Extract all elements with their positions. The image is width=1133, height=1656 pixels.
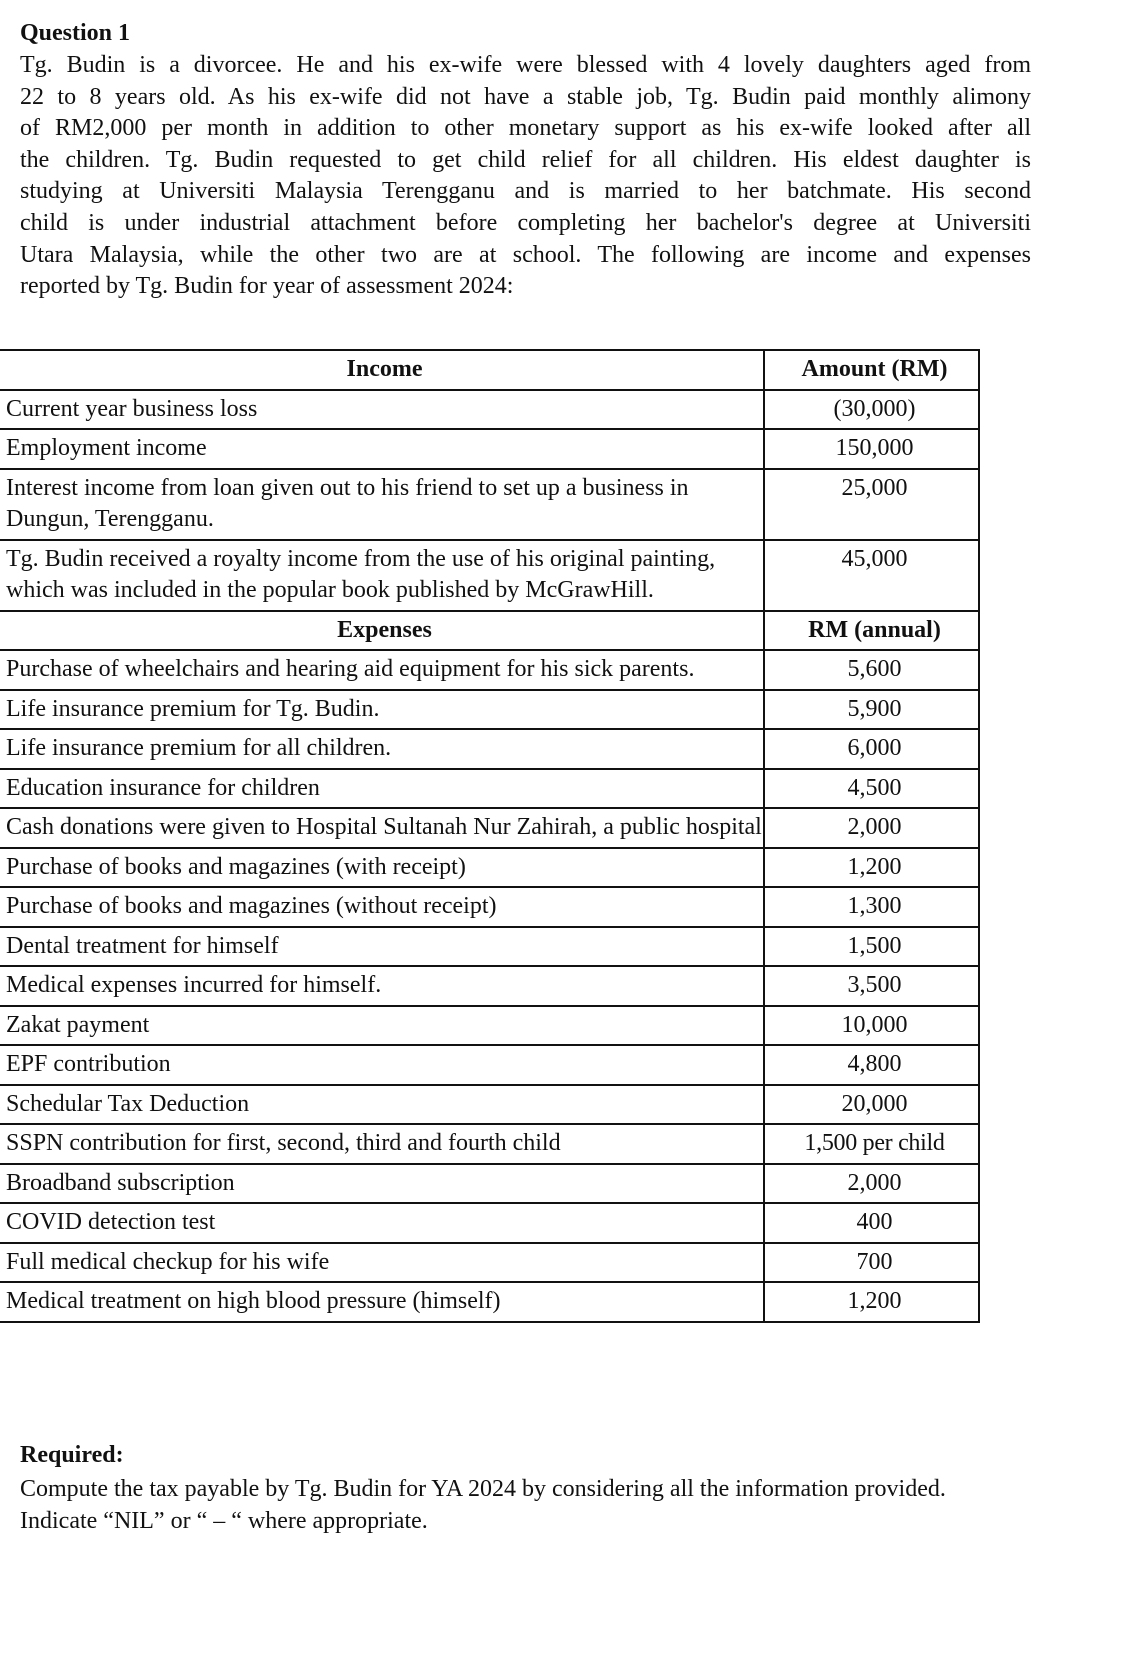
- row-amount: 2,000: [764, 1164, 979, 1204]
- table-row: [0, 1164, 979, 1204]
- question-intro-paragraph: [20, 50, 1031, 303]
- table-row: [0, 1203, 979, 1243]
- table-row: [0, 429, 979, 469]
- table-row: [0, 1243, 979, 1283]
- required-heading: Required:: [20, 1442, 124, 1468]
- row-label: Purchase of books and magazines (with receipt): [0, 848, 764, 888]
- row-label: Life insurance premium for all children.: [0, 729, 764, 769]
- amount-column-header: Amount (RM): [764, 350, 979, 390]
- income-header-row: [0, 350, 979, 390]
- expenses-column-header: Expenses: [0, 611, 764, 651]
- row-label: SSPN contribution for first, second, third and fourth child: [0, 1124, 764, 1164]
- income-column-header: Income: [0, 350, 764, 390]
- intro-line: Utara Malaysia, while the other two are at school. The following are income and expenses: [20, 241, 1031, 268]
- row-amount: 25,000: [764, 469, 979, 540]
- annual-amount-column-header: RM (annual): [764, 611, 979, 651]
- intro-line: Tg. Budin is a divorcee. He and his ex-wife were blessed with 4 lovely daughters aged from: [20, 52, 1031, 78]
- row-label: Cash donations were given to Hospital Sultanah Nur Zahirah, a public hospital: [0, 808, 764, 848]
- row-label: EPF contribution: [0, 1045, 764, 1085]
- row-amount: 4,500: [764, 769, 979, 809]
- table-row: [0, 887, 979, 927]
- table-row: [0, 469, 979, 540]
- row-label: Life insurance premium for Tg. Budin.: [0, 690, 764, 730]
- question-title: Question 1: [20, 20, 131, 46]
- row-amount: 700: [764, 1243, 979, 1283]
- table-row: [0, 1045, 979, 1085]
- row-amount: 400: [764, 1203, 979, 1243]
- table-row: [0, 848, 979, 888]
- row-label: COVID detection test: [0, 1203, 764, 1243]
- row-label: Purchase of books and magazines (without receipt): [0, 887, 764, 927]
- row-amount: 4,800: [764, 1045, 979, 1085]
- required-line: Compute the tax payable by Tg. Budin for YA 2024 by considering all the information provided.: [20, 1476, 946, 1502]
- intro-line: studying at Universiti Malaysia Terengganu and is married to her batchmate. His second: [20, 178, 1031, 205]
- row-amount: 45,000: [764, 540, 979, 611]
- intro-line: the children. Tg. Budin requested to get child relief for all children. His eldest daughter is: [20, 146, 1031, 173]
- table-row: [0, 650, 979, 690]
- income-expenses-table: [0, 349, 980, 1323]
- table-row: [0, 1085, 979, 1125]
- row-amount: 6,000: [764, 729, 979, 769]
- row-label: Interest income from loan given out to his friend to set up a business in Dungun, Terengganu.: [0, 469, 764, 540]
- row-label: Full medical checkup for his wife: [0, 1243, 764, 1283]
- table-row: [0, 390, 979, 430]
- row-label: Purchase of wheelchairs and hearing aid equipment for his sick parents.: [0, 650, 764, 690]
- row-amount: 1,500 per child: [764, 1124, 979, 1164]
- row-amount: 5,600: [764, 650, 979, 690]
- table-row: [0, 769, 979, 809]
- table-row: [0, 690, 979, 730]
- row-label: Dental treatment for himself: [0, 927, 764, 967]
- row-label: Schedular Tax Deduction: [0, 1085, 764, 1125]
- row-amount: 1,200: [764, 848, 979, 888]
- row-amount: 3,500: [764, 966, 979, 1006]
- expenses-header-row: [0, 611, 979, 651]
- row-amount: (30,000): [764, 390, 979, 430]
- table-row: [0, 966, 979, 1006]
- row-amount: 1,200: [764, 1282, 979, 1322]
- row-label: Medical expenses incurred for himself.: [0, 966, 764, 1006]
- intro-line: of RM2,000 per month in addition to other monetary support as his ex-wife looked after all: [20, 115, 1031, 142]
- row-amount: 1,500: [764, 927, 979, 967]
- row-amount: 20,000: [764, 1085, 979, 1125]
- row-amount: 2,000: [764, 808, 979, 848]
- row-label: Tg. Budin received a royalty income from the use of his original painting, which was included in the popular book published by McGrawHill.: [0, 540, 764, 611]
- row-amount: 1,300: [764, 887, 979, 927]
- row-label: Education insurance for children: [0, 769, 764, 809]
- table-row: [0, 1282, 979, 1322]
- table-row: [0, 1124, 979, 1164]
- row-label: Broadband subscription: [0, 1164, 764, 1204]
- required-instructions: [20, 1473, 946, 1537]
- required-line: Indicate “NIL” or “ – “ where appropriate.: [20, 1508, 428, 1534]
- table-row: [0, 808, 979, 848]
- table-row: [0, 1006, 979, 1046]
- table-row: [0, 540, 979, 611]
- table-row: [0, 729, 979, 769]
- row-label: Zakat payment: [0, 1006, 764, 1046]
- intro-line: reported by Tg. Budin for year of assessment 2024:: [20, 273, 514, 300]
- row-amount: 5,900: [764, 690, 979, 730]
- row-label: Medical treatment on high blood pressure (himself): [0, 1282, 764, 1322]
- row-amount: 10,000: [764, 1006, 979, 1046]
- intro-line: child is under industrial attachment before completing her bachelor's degree at Universiti: [20, 209, 1031, 236]
- intro-line: 22 to 8 years old. As his ex-wife did not have a stable job, Tg. Budin paid monthly alimony: [20, 83, 1031, 110]
- row-label: Current year business loss: [0, 390, 764, 430]
- row-label: Employment income: [0, 429, 764, 469]
- table-row: [0, 927, 979, 967]
- row-amount: 150,000: [764, 429, 979, 469]
